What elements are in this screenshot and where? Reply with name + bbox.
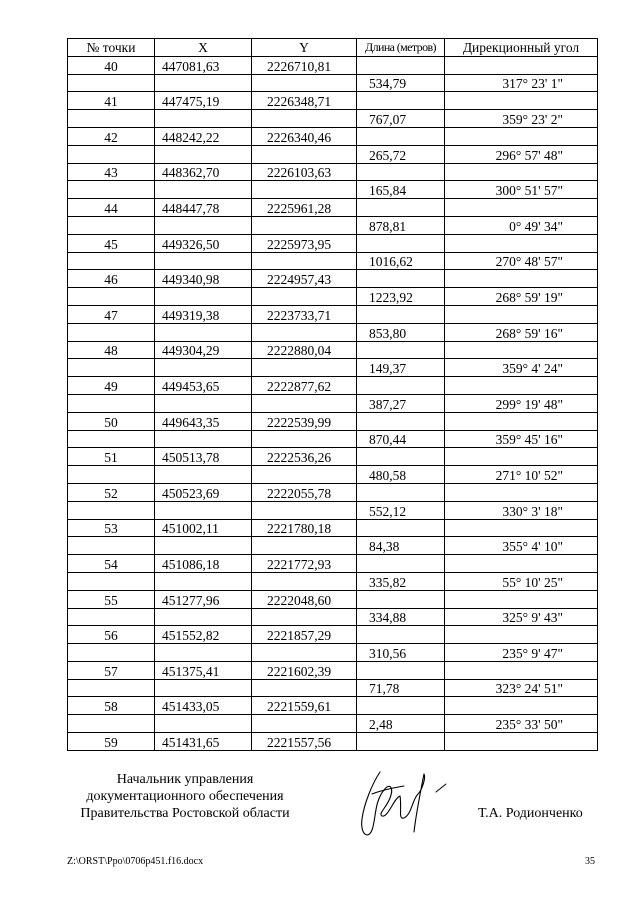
- y-cell: [252, 394, 357, 412]
- direction-angle-cell: 355° 4' 10": [445, 537, 598, 555]
- point-number-cell: 54: [68, 555, 155, 573]
- y-cell: 2222536,26: [252, 448, 357, 466]
- position-line: документационного обеспечения: [86, 789, 284, 804]
- length-cell: 334,88: [357, 608, 445, 626]
- y-cell: [252, 216, 357, 234]
- page-number: 35: [585, 856, 595, 867]
- table-row: [68, 448, 598, 466]
- point-number-cell: [68, 466, 155, 484]
- table-row: [68, 537, 598, 555]
- x-cell: [155, 181, 252, 199]
- coordinates-table: [67, 38, 598, 751]
- direction-angle-cell: [445, 555, 598, 573]
- direction-angle-cell: [445, 519, 598, 537]
- y-cell: [252, 430, 357, 448]
- x-cell: 449319,38: [155, 305, 252, 323]
- y-cell: 2226348,71: [252, 92, 357, 110]
- x-cell: 451552,82: [155, 626, 252, 644]
- header-y: Y: [252, 39, 357, 57]
- y-cell: 2225961,28: [252, 199, 357, 217]
- y-cell: 2222048,60: [252, 590, 357, 608]
- table-row: [68, 626, 598, 644]
- point-number-cell: 53: [68, 519, 155, 537]
- point-number-cell: [68, 679, 155, 697]
- y-cell: [252, 323, 357, 341]
- table-row: [68, 74, 598, 92]
- length-cell: [357, 590, 445, 608]
- point-number-cell: [68, 252, 155, 270]
- length-cell: 2,48: [357, 715, 445, 733]
- direction-angle-cell: [445, 305, 598, 323]
- x-cell: 447475,19: [155, 92, 252, 110]
- length-cell: 265,72: [357, 145, 445, 163]
- table-row: [68, 252, 598, 270]
- length-cell: 310,56: [357, 644, 445, 662]
- table-row: [68, 412, 598, 430]
- y-cell: [252, 110, 357, 128]
- length-cell: [357, 341, 445, 359]
- table-row: [68, 501, 598, 519]
- x-cell: [155, 679, 252, 697]
- y-cell: 2222055,78: [252, 483, 357, 501]
- table-row: [68, 555, 598, 573]
- table-body: [68, 56, 598, 750]
- length-cell: [357, 199, 445, 217]
- table-row: [68, 288, 598, 306]
- direction-angle-cell: [445, 234, 598, 252]
- point-number-cell: [68, 181, 155, 199]
- y-cell: 2226340,46: [252, 127, 357, 145]
- point-number-cell: 58: [68, 697, 155, 715]
- length-cell: [357, 448, 445, 466]
- length-cell: [357, 56, 445, 74]
- header-direction-angle: Дирекционный угол: [445, 39, 598, 57]
- length-cell: 335,82: [357, 572, 445, 590]
- length-cell: 84,38: [357, 537, 445, 555]
- table-row: [68, 394, 598, 412]
- point-number-cell: 46: [68, 270, 155, 288]
- direction-angle-cell: 271° 10' 52": [445, 466, 598, 484]
- length-cell: [357, 377, 445, 395]
- y-cell: [252, 501, 357, 519]
- point-number-cell: [68, 430, 155, 448]
- x-cell: 450523,69: [155, 483, 252, 501]
- x-cell: [155, 501, 252, 519]
- x-cell: [155, 608, 252, 626]
- table-row: [68, 661, 598, 679]
- y-cell: [252, 715, 357, 733]
- table-header-row: [68, 39, 598, 57]
- point-number-cell: 43: [68, 163, 155, 181]
- direction-angle-cell: 55° 10' 25": [445, 572, 598, 590]
- table-row: [68, 608, 598, 626]
- direction-angle-cell: 330° 3' 18": [445, 501, 598, 519]
- direction-angle-cell: 268° 59' 16": [445, 323, 598, 341]
- direction-angle-cell: 270° 48' 57": [445, 252, 598, 270]
- y-cell: 2222539,99: [252, 412, 357, 430]
- x-cell: 448447,78: [155, 199, 252, 217]
- y-cell: 2222880,04: [252, 341, 357, 359]
- x-cell: [155, 216, 252, 234]
- position-line: Правительства Ростовской области: [80, 806, 290, 821]
- point-number-cell: 57: [68, 661, 155, 679]
- length-cell: 165,84: [357, 181, 445, 199]
- y-cell: [252, 537, 357, 555]
- y-cell: [252, 181, 357, 199]
- x-cell: [155, 359, 252, 377]
- length-cell: [357, 234, 445, 252]
- length-cell: 878,81: [357, 216, 445, 234]
- table-row: [68, 341, 598, 359]
- direction-angle-cell: 235° 33' 50": [445, 715, 598, 733]
- x-cell: 449643,35: [155, 412, 252, 430]
- direction-angle-cell: 235° 9' 47": [445, 644, 598, 662]
- table-row: [68, 305, 598, 323]
- header-point-number: № точки: [68, 39, 155, 57]
- x-cell: 449340,98: [155, 270, 252, 288]
- x-cell: 449453,65: [155, 377, 252, 395]
- y-cell: 2224957,43: [252, 270, 357, 288]
- signatory-position: [60, 771, 310, 822]
- direction-angle-cell: 325° 9' 43": [445, 608, 598, 626]
- table-row: [68, 377, 598, 395]
- direction-angle-cell: 0° 49' 34": [445, 216, 598, 234]
- direction-angle-cell: [445, 448, 598, 466]
- point-number-cell: [68, 608, 155, 626]
- direction-angle-cell: [445, 483, 598, 501]
- table-row: [68, 715, 598, 733]
- length-cell: [357, 626, 445, 644]
- direction-angle-cell: [445, 199, 598, 217]
- x-cell: [155, 288, 252, 306]
- x-cell: [155, 715, 252, 733]
- point-number-cell: 59: [68, 733, 155, 751]
- length-cell: 149,37: [357, 359, 445, 377]
- table-row: [68, 181, 598, 199]
- point-number-cell: [68, 145, 155, 163]
- y-cell: 2221857,29: [252, 626, 357, 644]
- point-number-cell: [68, 501, 155, 519]
- point-number-cell: [68, 359, 155, 377]
- x-cell: 451431,65: [155, 733, 252, 751]
- point-number-cell: [68, 323, 155, 341]
- header-x: X: [155, 39, 252, 57]
- length-cell: [357, 519, 445, 537]
- table-row: [68, 199, 598, 217]
- table-row: [68, 590, 598, 608]
- point-number-cell: [68, 715, 155, 733]
- point-number-cell: [68, 74, 155, 92]
- direction-angle-cell: [445, 270, 598, 288]
- x-cell: 447081,63: [155, 56, 252, 74]
- direction-angle-cell: 323° 24' 51": [445, 679, 598, 697]
- y-cell: [252, 359, 357, 377]
- x-cell: [155, 394, 252, 412]
- length-cell: 71,78: [357, 679, 445, 697]
- length-cell: [357, 661, 445, 679]
- x-cell: [155, 430, 252, 448]
- direction-angle-cell: 359° 45' 16": [445, 430, 598, 448]
- y-cell: 2226710,81: [252, 56, 357, 74]
- y-cell: [252, 644, 357, 662]
- length-cell: [357, 697, 445, 715]
- point-number-cell: 40: [68, 56, 155, 74]
- table-row: [68, 483, 598, 501]
- position-line: Начальник управления: [116, 772, 254, 787]
- table-row: [68, 110, 598, 128]
- direction-angle-cell: [445, 661, 598, 679]
- length-cell: [357, 555, 445, 573]
- point-number-cell: 48: [68, 341, 155, 359]
- direction-angle-cell: 300° 51' 57": [445, 181, 598, 199]
- x-cell: [155, 644, 252, 662]
- point-number-cell: [68, 572, 155, 590]
- table-row: [68, 234, 598, 252]
- x-cell: 451375,41: [155, 661, 252, 679]
- point-number-cell: 41: [68, 92, 155, 110]
- point-number-cell: [68, 216, 155, 234]
- point-number-cell: [68, 288, 155, 306]
- length-cell: [357, 412, 445, 430]
- length-cell: 1223,92: [357, 288, 445, 306]
- x-cell: 451433,05: [155, 697, 252, 715]
- length-cell: 480,58: [357, 466, 445, 484]
- y-cell: 2221602,39: [252, 661, 357, 679]
- length-cell: 387,27: [357, 394, 445, 412]
- y-cell: [252, 145, 357, 163]
- table-row: [68, 733, 598, 751]
- table-row: [68, 359, 598, 377]
- table-row: [68, 679, 598, 697]
- x-cell: [155, 572, 252, 590]
- point-number-cell: 45: [68, 234, 155, 252]
- table-row: [68, 323, 598, 341]
- point-number-cell: [68, 394, 155, 412]
- length-cell: 552,12: [357, 501, 445, 519]
- table-row: [68, 466, 598, 484]
- length-cell: 853,80: [357, 323, 445, 341]
- x-cell: 449326,50: [155, 234, 252, 252]
- y-cell: 2221772,93: [252, 555, 357, 573]
- signatory-name: Т.А. Родионченко: [478, 806, 583, 821]
- y-cell: [252, 679, 357, 697]
- table-row: [68, 572, 598, 590]
- point-number-cell: 47: [68, 305, 155, 323]
- length-cell: 767,07: [357, 110, 445, 128]
- direction-angle-cell: [445, 341, 598, 359]
- table-row: [68, 56, 598, 74]
- point-number-cell: 51: [68, 448, 155, 466]
- x-cell: 449304,29: [155, 341, 252, 359]
- length-cell: 534,79: [357, 74, 445, 92]
- direction-angle-cell: [445, 127, 598, 145]
- table-row: [68, 145, 598, 163]
- x-cell: 451002,11: [155, 519, 252, 537]
- point-number-cell: 55: [68, 590, 155, 608]
- table-row: [68, 163, 598, 181]
- point-number-cell: 50: [68, 412, 155, 430]
- point-number-cell: 52: [68, 483, 155, 501]
- direction-angle-cell: 359° 23' 2": [445, 110, 598, 128]
- length-cell: [357, 305, 445, 323]
- direction-angle-cell: [445, 56, 598, 74]
- point-number-cell: 42: [68, 127, 155, 145]
- table-row: [68, 216, 598, 234]
- direction-angle-cell: 359° 4' 24": [445, 359, 598, 377]
- length-cell: [357, 163, 445, 181]
- x-cell: [155, 252, 252, 270]
- direction-angle-cell: [445, 733, 598, 751]
- y-cell: [252, 466, 357, 484]
- y-cell: 2225973,95: [252, 234, 357, 252]
- length-cell: [357, 270, 445, 288]
- length-cell: [357, 127, 445, 145]
- direction-angle-cell: [445, 412, 598, 430]
- direction-angle-cell: 296° 57' 48": [445, 145, 598, 163]
- y-cell: 2221780,18: [252, 519, 357, 537]
- header-length: Длина (метров): [357, 39, 445, 57]
- table-row: [68, 697, 598, 715]
- y-cell: [252, 572, 357, 590]
- table-row: [68, 519, 598, 537]
- x-cell: 448242,22: [155, 127, 252, 145]
- x-cell: [155, 145, 252, 163]
- file-path: Z:\ORST\Ppo\0706p451.f16.docx: [67, 856, 204, 867]
- direction-angle-cell: 299° 19' 48": [445, 394, 598, 412]
- x-cell: [155, 537, 252, 555]
- x-cell: [155, 74, 252, 92]
- point-number-cell: [68, 110, 155, 128]
- y-cell: 2222877,62: [252, 377, 357, 395]
- length-cell: 1016,62: [357, 252, 445, 270]
- table-row: [68, 430, 598, 448]
- y-cell: [252, 252, 357, 270]
- table-row: [68, 92, 598, 110]
- direction-angle-cell: [445, 92, 598, 110]
- x-cell: 451277,96: [155, 590, 252, 608]
- x-cell: 450513,78: [155, 448, 252, 466]
- point-number-cell: 49: [68, 377, 155, 395]
- direction-angle-cell: 268° 59' 19": [445, 288, 598, 306]
- y-cell: [252, 608, 357, 626]
- table-row: [68, 644, 598, 662]
- y-cell: [252, 288, 357, 306]
- x-cell: 448362,70: [155, 163, 252, 181]
- direction-angle-cell: [445, 377, 598, 395]
- point-number-cell: [68, 644, 155, 662]
- point-number-cell: 44: [68, 199, 155, 217]
- point-number-cell: 56: [68, 626, 155, 644]
- y-cell: [252, 74, 357, 92]
- length-cell: [357, 92, 445, 110]
- table-row: [68, 270, 598, 288]
- x-cell: [155, 110, 252, 128]
- y-cell: 2223733,71: [252, 305, 357, 323]
- x-cell: 451086,18: [155, 555, 252, 573]
- direction-angle-cell: [445, 163, 598, 181]
- direction-angle-cell: [445, 590, 598, 608]
- x-cell: [155, 323, 252, 341]
- direction-angle-cell: [445, 697, 598, 715]
- handwritten-signature: [342, 764, 452, 844]
- y-cell: 2226103,63: [252, 163, 357, 181]
- direction-angle-cell: 317° 23' 1": [445, 74, 598, 92]
- y-cell: 2221559,61: [252, 697, 357, 715]
- direction-angle-cell: [445, 626, 598, 644]
- point-number-cell: [68, 537, 155, 555]
- y-cell: 2221557,56: [252, 733, 357, 751]
- x-cell: [155, 466, 252, 484]
- length-cell: [357, 733, 445, 751]
- length-cell: 870,44: [357, 430, 445, 448]
- length-cell: [357, 483, 445, 501]
- table-row: [68, 127, 598, 145]
